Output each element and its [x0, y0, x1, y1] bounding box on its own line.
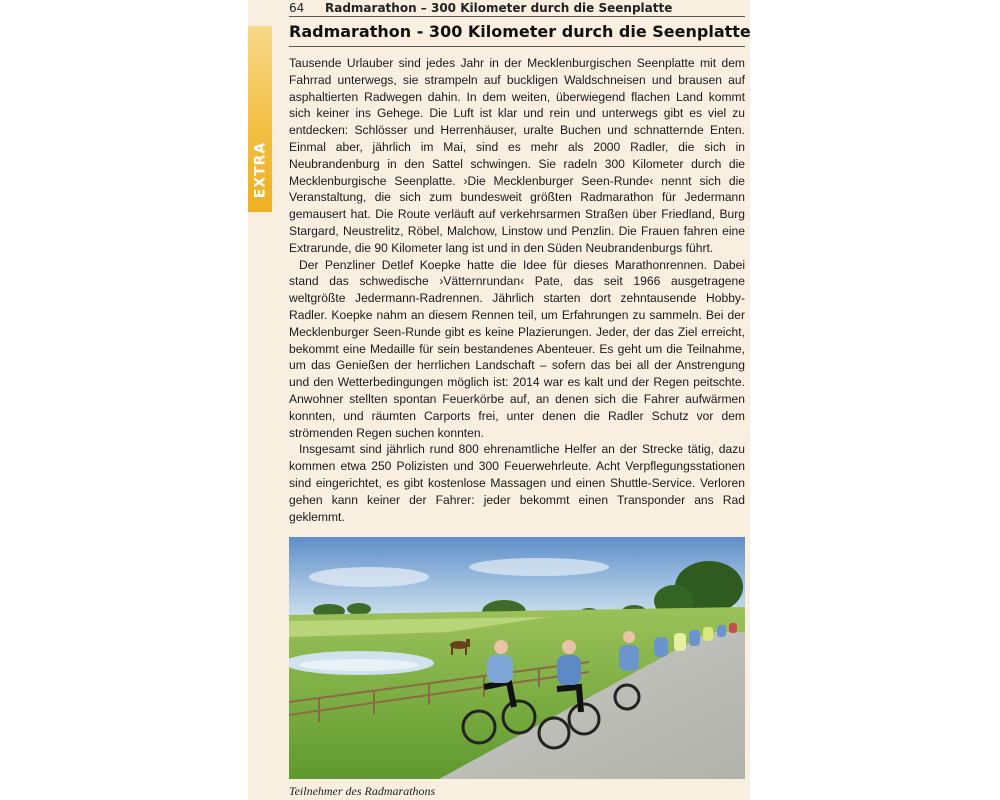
article-body [289, 55, 745, 525]
paragraph: Insgesamt sind jährlich rund 800 ehrenamtliche Helfer an der Strecke tätig, dazu kommen etwa 250 Polizisten und 300 Feuerwehrleute. Acht Verpflegungsstationen sind eingerichtet, es gibt kostenlose Massagen und einen Shuttle-Service. Verloren gehen kann keiner der Fahrer: jeder bekommt einen Transponder ans Rad geklemmt. [289, 442, 745, 524]
article-headline: Radmarathon - 300 Kilometer durch die Seenplatte [289, 20, 745, 47]
cyclists-photo [289, 537, 745, 779]
figure-caption: Teilnehmer des Radmarathons [289, 784, 436, 798]
page-number: 64 [289, 1, 305, 15]
extra-tab-label: EXTRA [252, 141, 268, 199]
paragraph: Tausende Urlauber sind jedes Jahr in der Mecklenburgischen Seenplatte mit dem Fahrrad unterwegs, sie strampeln auf buckligen Waldschneisen und brausen auf asphaltierten Radwegen dahin. In dem weiten, überwiegend flachen Land kommt sich keiner ins Gehege. Die Luft ist klar und rein und unterwegs gibt es viel zu entdecken: Schlösser und Herrenhäuser, uralte Buchen und schnatternde Enten. Einmal aber, jährlich im Mai, sind es mehr als 2000 Radler, die sich in Neubrandenburg in den Sattel schwingen. Sie radeln 300 Kilometer durch die Mecklenburgische Seenplatte. ›Die Mecklenburger Seen-Runde‹ nennt sich die Veranstaltung, die sich zum bundesweit größten Radmarathon für Jedermann gemausert hat. Die Route verläuft auf verkehrsarmen Straßen über Friedland, Burg Stargard, Neustrelitz, Röbel, Malchow, Linstow und Penzlin. Die Frauen fahren eine Extrarunde, die 90 Kilometer lang ist und in den Süden Neubrandenburgs führt. [289, 56, 745, 255]
running-head [289, 0, 745, 17]
paragraph: Der Penzliner Detlef Koepke hatte die Idee für dieses Marathonrennen. Dabei stand das schwedische ›Vätternrundan‹ Pate, das seit 1966 ausgetragene weltgrößte Jedermann-Radrennen. Jährlich starten dort zehntausende Hobby-Radler. Koepke nahm an diesem Rennen teil, um Erfahrungen zu sammeln. Bei der Mecklenburger Seen-Runde gibt es keine Plazierungen. Jeder, der das Ziel erreicht, bekommt eine Medaille für sein bestandenes Abenteuer. Es geht um die Teilnahme, um das Genießen der herrlichen Landschaft – sofern das bei all der Anstrengung und den Wetterbedingungen möglich ist: 2014 war es kalt und der Regen peitschte. Anwohner stellten spontan Feuerkörbe auf, an denen sich die Fahrer aufwärmen konnten, und räumten Carports frei, unter denen die Radler Schutz vor dem strömenden Regen suchen konnten. [289, 257, 745, 440]
running-title: Radmarathon – 300 Kilometer durch die Seenplatte [325, 1, 673, 15]
